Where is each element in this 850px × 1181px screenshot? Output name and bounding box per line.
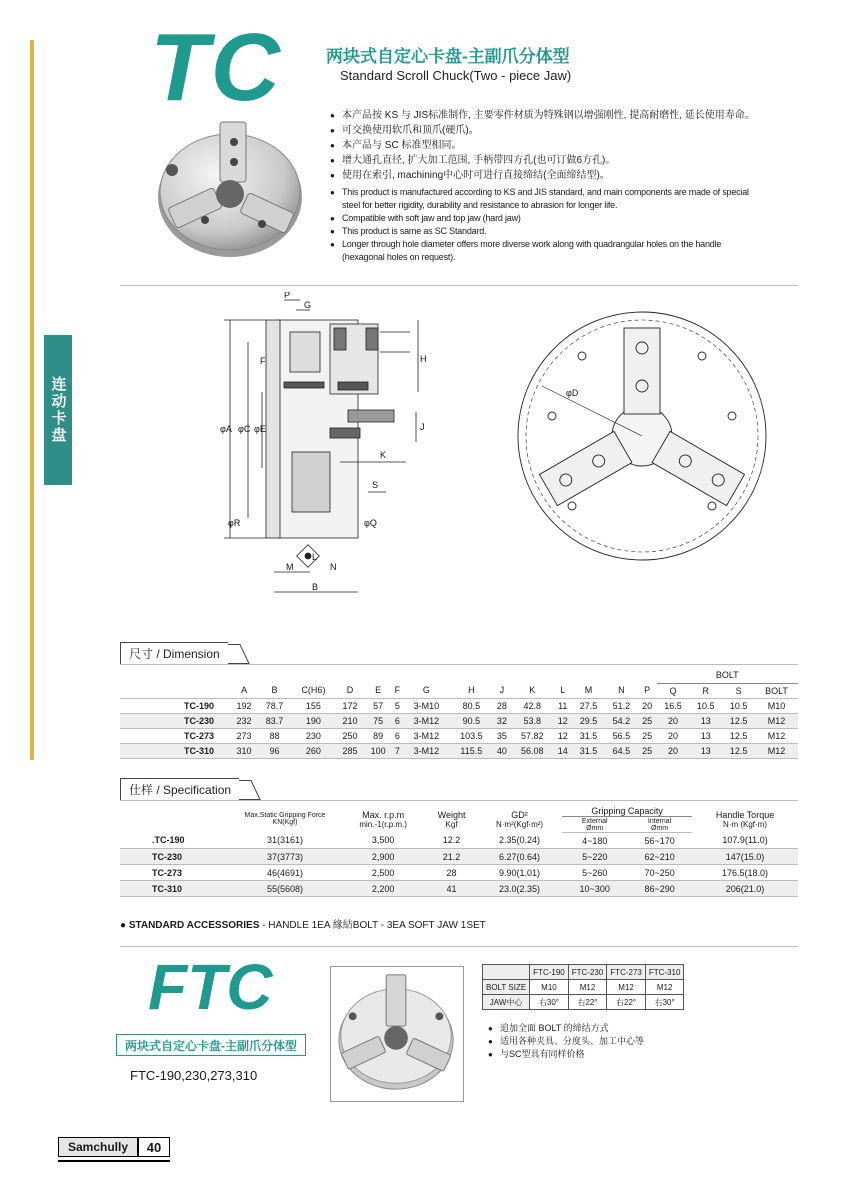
dimension-section-header	[120, 642, 250, 665]
product-title-en: Standard Scroll Chuck(Two - piece Jaw)	[340, 68, 572, 83]
spec-value-cell: 31(3161)	[230, 833, 340, 849]
footer-rule	[58, 1160, 170, 1162]
dim-value-cell: 12.5	[722, 743, 755, 758]
dim-value-cell: 11	[553, 698, 572, 713]
dim-value-cell: 6	[392, 713, 402, 728]
dim-model-cell: TC-310	[120, 743, 230, 758]
ftc-code-title: FTC	[148, 951, 273, 1023]
spec-header-internal: Internal	[647, 817, 672, 825]
dim-value-cell: 103.5	[450, 728, 492, 743]
feature-cn-item: ● 增大通孔直径, 扩大加工范围, 手柄带四方孔(也可订做6方孔)。	[330, 153, 810, 168]
dim-value-cell: 273	[230, 728, 258, 743]
dim-value-cell: 3-M12	[402, 728, 450, 743]
spec-header-torque-unit: N·m (Kgf·m)	[723, 819, 768, 829]
spec-value-cell: 55(5608)	[230, 881, 340, 897]
accessories-items: - HANDLE 1EA 緣結BOLT - 3EA SOFT JAW 1SET	[262, 920, 486, 931]
dim-value-cell: 20	[657, 728, 690, 743]
dim-col-header: M	[572, 683, 605, 698]
dim-value-cell: 96	[258, 743, 291, 758]
dim-value-cell: 75	[364, 713, 392, 728]
spec-value-cell: 147(15.0)	[692, 849, 798, 865]
dim-col-header: B	[258, 683, 291, 698]
feature-en-item: ● Compatible with soft jaw and top jaw (hard jaw)	[330, 212, 750, 225]
ftc-value-cell: M12	[607, 980, 646, 995]
dim-value-cell: 12.5	[722, 713, 755, 728]
dim-table-row	[120, 743, 798, 758]
dim-col-header: C(H6)	[291, 683, 336, 698]
spec-header-gd-unit: N·m²(Kgf·m²)	[495, 819, 544, 829]
dim-value-cell: 12	[553, 713, 572, 728]
spec-header-gd: GD²	[511, 809, 528, 820]
ftc-photo-frame	[330, 966, 464, 1102]
section-divider	[120, 946, 798, 947]
dim-value-cell: 100	[364, 743, 392, 758]
dim-value-cell: 83.7	[258, 713, 291, 728]
dim-label-p: P	[284, 292, 291, 300]
spec-value-cell: 4~180	[562, 833, 627, 849]
dim-label-k: K	[380, 450, 387, 460]
spec-value-cell: 21.2	[426, 849, 477, 865]
dim-value-cell: 57	[364, 698, 392, 713]
dim-col-header: K	[511, 683, 553, 698]
spec-value-cell: 10~300	[562, 881, 627, 897]
dim-value-cell: 20	[657, 743, 690, 758]
spec-table-row	[120, 881, 798, 897]
dim-col-header: L	[553, 683, 572, 698]
ftc-models: FTC-190,230,273,310	[130, 1068, 258, 1083]
specification-table	[120, 806, 798, 897]
spec-value-cell: 2,200	[340, 881, 426, 897]
dim-value-cell: 53.8	[511, 713, 553, 728]
dim-value-cell: 20	[657, 713, 690, 728]
spec-header-rpm-unit: min.-1(r.p.m.)	[359, 819, 407, 829]
spec-value-cell: 107.9(11.0)	[692, 833, 798, 849]
ftc-col-header: FTC-310	[645, 965, 684, 980]
ftc-row-label: JAW中心	[483, 995, 530, 1010]
ftc-value-cell: M12	[645, 980, 684, 995]
spec-model-cell: .TC-190	[120, 833, 230, 849]
dim-col-header: F	[392, 683, 402, 698]
spec-value-cell: 12.2	[426, 833, 477, 849]
spec-model-cell: TC-273	[120, 865, 230, 881]
standard-accessories: ● STANDARD ACCESSORIES - HANDLE 1EA 緣結BOLT - 3EA SOFT JAW 1SET	[120, 920, 486, 931]
dim-value-cell: 12.5	[722, 728, 755, 743]
side-section-drawing	[200, 292, 500, 622]
spec-value-cell: 70~250	[627, 865, 692, 881]
ftc-col-header: FTC-190	[530, 965, 569, 980]
spec-model-cell: TC-230	[120, 849, 230, 865]
dim-value-cell: 56.5	[605, 728, 638, 743]
specification-top-rule	[120, 800, 798, 801]
spec-header-weight: Weight	[437, 809, 466, 820]
ftc-col-header: FTC-230	[568, 965, 607, 980]
dim-value-cell: 13	[689, 743, 722, 758]
ftc-value-cell: 右30°	[645, 995, 684, 1010]
spec-header-external-unit: Ømm	[586, 824, 604, 832]
spec-value-cell: 62~210	[627, 849, 692, 865]
side-category-tab: 连动卡盘	[44, 335, 72, 485]
features-cn	[330, 108, 810, 183]
dim-value-cell: 28	[492, 698, 511, 713]
spec-value-cell: 86~290	[627, 881, 692, 897]
dim-model-cell: TC-230	[120, 713, 230, 728]
dim-value-cell: 7	[392, 743, 402, 758]
dim-label-s: S	[372, 480, 379, 490]
brand-logo: Samchully	[58, 1137, 138, 1157]
ftc-value-cell: M12	[568, 980, 607, 995]
dim-value-cell: 115.5	[450, 743, 492, 758]
spec-value-cell: 23.0(2.35)	[477, 881, 562, 897]
dim-table-row	[120, 713, 798, 728]
front-view-drawing	[512, 306, 772, 566]
ftc-chuck-photo	[331, 967, 463, 1101]
dim-value-cell: 25	[638, 713, 657, 728]
dim-value-cell: 31.5	[572, 728, 605, 743]
dim-label-n: N	[330, 562, 337, 572]
dim-value-cell: 51.2	[605, 698, 638, 713]
spec-value-cell: 5~260	[562, 865, 627, 881]
dim-col-header: P	[638, 683, 657, 698]
spec-header-internal-unit: Ømm	[651, 824, 669, 832]
tab-arrow-shape	[228, 644, 250, 664]
dim-label-f: F	[260, 356, 266, 366]
dim-value-cell: 230	[291, 728, 336, 743]
section-divider	[120, 285, 798, 286]
dim-value-cell: 40	[492, 743, 511, 758]
dim-value-cell: 190	[291, 713, 336, 728]
spec-value-cell: 3,500	[340, 833, 426, 849]
spec-value-cell: 37(3773)	[230, 849, 340, 865]
spec-header-external: External	[581, 817, 608, 825]
dim-value-cell: 192	[230, 698, 258, 713]
dim-value-cell: 80.5	[450, 698, 492, 713]
feature-en-item: ● Longer through hole diameter offers more diverse work along with quadrangular holes on the handle (hexagonal holes on request).	[330, 238, 750, 264]
dim-value-cell: 29.5	[572, 713, 605, 728]
dim-label-g: G	[304, 300, 312, 310]
ftc-feature-item: ● 适用各种夹具、分度头、加工中心等	[488, 1035, 644, 1048]
spec-table-row	[120, 849, 798, 865]
dim-value-cell: 25	[638, 743, 657, 758]
dim-value-cell: 16.5	[657, 698, 690, 713]
dim-label-h: H	[420, 354, 427, 364]
dim-value-cell: 32	[492, 713, 511, 728]
ftc-value-cell: 右30°	[530, 995, 569, 1010]
dim-label-l: L	[312, 552, 318, 562]
dim-table-row	[120, 728, 798, 743]
dim-value-cell: 3-M10	[402, 698, 450, 713]
dim-value-cell: 57.82	[511, 728, 553, 743]
dim-label-m: M	[286, 562, 294, 572]
spec-value-cell: 2,500	[340, 865, 426, 881]
feature-cn-item: ● 本产品按 KS 与 JIS标准制作, 主要零件材质为特殊钢以增强刚性, 提高耐磨性, 延长使用寿命。	[330, 108, 810, 123]
dim-value-cell: M10	[755, 698, 798, 713]
dim-value-cell: 6	[392, 728, 402, 743]
product-code-title: TC	[150, 14, 282, 121]
ftc-row-label: BOLT SIZE	[483, 980, 530, 995]
dim-col-header: A	[230, 683, 258, 698]
chuck-photo	[150, 112, 310, 262]
dim-value-cell: 13	[689, 728, 722, 743]
spec-header-weight-unit: Kgf	[445, 819, 458, 829]
dimension-top-rule	[120, 664, 798, 665]
dim-value-cell: 88	[258, 728, 291, 743]
dim-value-cell: 3-M12	[402, 713, 450, 728]
feature-cn-item: ● 本产品与 SC 标准型相同。	[330, 138, 810, 153]
spec-value-cell: 56~170	[627, 833, 692, 849]
dim-value-cell: 27.5	[572, 698, 605, 713]
dim-corner-cell	[120, 683, 230, 698]
dim-value-cell: 20	[638, 698, 657, 713]
ftc-title-cn: 两块式自定心卡盘-主副爪分体型	[116, 1034, 306, 1056]
spec-value-cell: 9.90(1.01)	[477, 865, 562, 881]
ftc-value-cell: M10	[530, 980, 569, 995]
feature-cn-item: ● 使用在索引, machining中心时可进行直接缔结(全面缔结型)。	[330, 168, 810, 183]
dim-label-c: φC	[238, 424, 251, 434]
dim-col-header: G	[402, 683, 450, 698]
dim-label-a: φA	[220, 424, 232, 434]
dim-value-cell: 90.5	[450, 713, 492, 728]
ftc-col-header: FTC-273	[607, 965, 646, 980]
dim-value-cell: M12	[755, 713, 798, 728]
dim-value-cell: 10.5	[689, 698, 722, 713]
dim-value-cell: 13	[689, 713, 722, 728]
dim-value-cell: 31.5	[572, 743, 605, 758]
dim-label-e: φE	[254, 424, 266, 434]
feature-en-item: ● This product is same as SC Standard.	[330, 225, 750, 238]
dim-col-header: E	[364, 683, 392, 698]
dim-value-cell: 5	[392, 698, 402, 713]
page-number: 40	[138, 1137, 170, 1157]
product-title-cn: 两块式自定心卡盘-主副爪分体型	[326, 47, 570, 66]
accessories-label: STANDARD ACCESSORIES	[128, 920, 260, 931]
spec-table-row	[120, 833, 798, 849]
ftc-value-cell: 右22°	[607, 995, 646, 1010]
dim-value-cell: 3-M12	[402, 743, 450, 758]
spec-header-rpm: Max. r.p.m	[362, 809, 405, 820]
dim-value-cell: 14	[553, 743, 572, 758]
dim-value-cell: 64.5	[605, 743, 638, 758]
dim-label-r: φR	[228, 518, 241, 528]
tab-arrow-shape	[239, 780, 261, 800]
dim-value-cell: 250	[336, 728, 364, 743]
dim-label-q: φQ	[364, 518, 377, 528]
dim-col-header: R	[689, 683, 722, 698]
dim-label-b: B	[312, 582, 319, 592]
spec-header-torque: Handle Torque	[715, 809, 775, 820]
dim-value-cell: 210	[336, 713, 364, 728]
dim-model-cell: TC-273	[120, 728, 230, 743]
dim-label-d: φD	[566, 388, 579, 398]
dim-value-cell: 172	[336, 698, 364, 713]
dim-value-cell: 155	[291, 698, 336, 713]
dimension-table	[120, 668, 798, 759]
spec-model-cell: TC-310	[120, 881, 230, 897]
dim-value-cell: 10.5	[722, 698, 755, 713]
spec-value-cell: 206(21.0)	[692, 881, 798, 897]
spec-header-force-unit: KN(Kgf)	[272, 819, 298, 827]
dim-col-header: Q	[657, 683, 690, 698]
specification-section-header	[120, 778, 261, 801]
dim-col-header: BOLT	[755, 683, 798, 698]
spec-value-cell: 41	[426, 881, 477, 897]
dim-col-header: J	[492, 683, 511, 698]
dimension-section-label: 尺寸 / Dimension	[120, 642, 228, 665]
bolt-group-header: BOLT	[657, 668, 798, 683]
spec-value-cell: 2,900	[340, 849, 426, 865]
dim-value-cell: 310	[230, 743, 258, 758]
ftc-table	[482, 964, 684, 1010]
spec-value-cell: 2.35(0.24)	[477, 833, 562, 849]
dim-value-cell: 12	[553, 728, 572, 743]
ftc-features	[488, 1022, 644, 1061]
dim-col-header: N	[605, 683, 638, 698]
spec-value-cell: 176.5(18.0)	[692, 865, 798, 881]
dim-value-cell: 285	[336, 743, 364, 758]
dim-value-cell: M12	[755, 728, 798, 743]
dim-value-cell: 35	[492, 728, 511, 743]
dim-value-cell: 25	[638, 728, 657, 743]
feature-cn-item: ● 可交换使用软爪和顶爪(硬爪)。	[330, 123, 810, 138]
dim-value-cell: 78.7	[258, 698, 291, 713]
dim-value-cell: 260	[291, 743, 336, 758]
spec-header-grip: Gripping Capacity	[562, 806, 692, 817]
spec-header-force: Max.Static Gripping Force	[244, 812, 326, 820]
dim-value-cell: 89	[364, 728, 392, 743]
binding-stripe	[30, 40, 34, 760]
dim-col-header: H	[450, 683, 492, 698]
dim-col-header: D	[336, 683, 364, 698]
feature-en-item: ● This product is manufactured according to KS and JIS standard, and main components are made of special steel for better rigidity, durability and resistance to abrasion for longer life.	[330, 186, 750, 212]
dim-label-j: J	[420, 422, 425, 432]
dim-table-row	[120, 698, 798, 713]
dim-model-cell: TC-190	[120, 698, 230, 713]
dim-value-cell: 54.2	[605, 713, 638, 728]
dim-value-cell: 232	[230, 713, 258, 728]
spec-value-cell: 28	[426, 865, 477, 881]
spec-value-cell: 6.27(0.64)	[477, 849, 562, 865]
dim-col-header: S	[722, 683, 755, 698]
ftc-feature-item: ● 追加全面 BOLT 的缔结方式	[488, 1022, 644, 1035]
dim-value-cell: 56.08	[511, 743, 553, 758]
spec-value-cell: 46(4691)	[230, 865, 340, 881]
spec-table-row	[120, 865, 798, 881]
ftc-value-cell: 右22°	[568, 995, 607, 1010]
ftc-feature-item: ● 与SC型具有同样价格	[488, 1048, 644, 1061]
specification-section-label: 仕样 / Specification	[120, 778, 239, 801]
dim-value-cell: M12	[755, 743, 798, 758]
spec-value-cell: 5~220	[562, 849, 627, 865]
dim-value-cell: 42.8	[511, 698, 553, 713]
features-en	[330, 186, 750, 264]
ftc-corner-cell	[483, 965, 530, 980]
